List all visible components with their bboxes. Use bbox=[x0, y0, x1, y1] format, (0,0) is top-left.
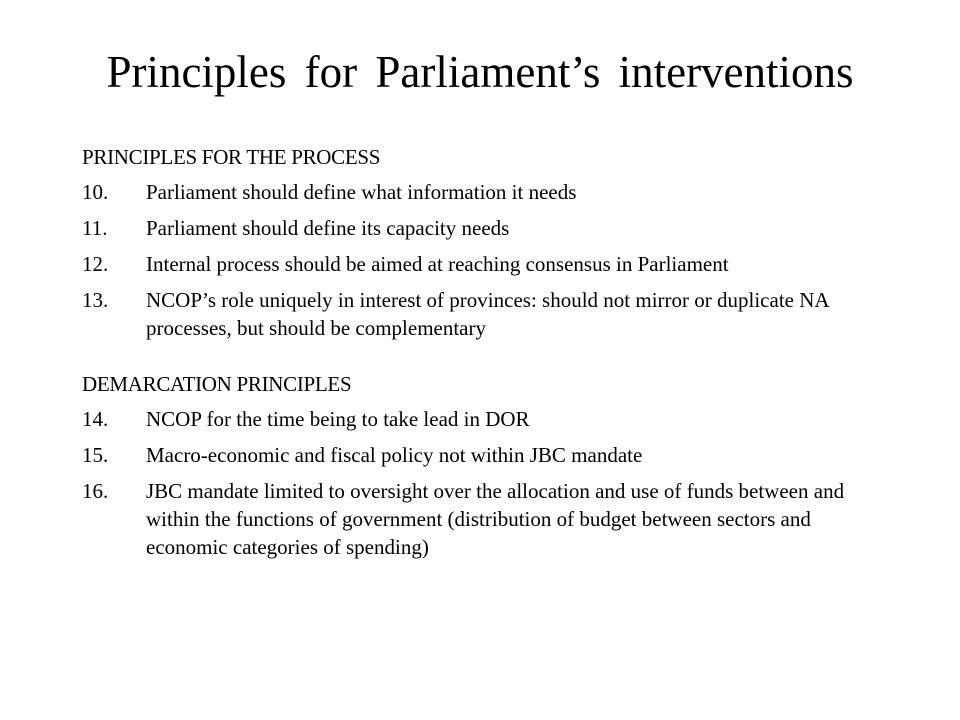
item-number: 16. bbox=[82, 479, 109, 503]
item-number: 15. bbox=[82, 443, 109, 467]
principle-item bbox=[82, 178, 882, 206]
item-text: Macro-economic and fiscal policy not within JBC mandate bbox=[146, 443, 643, 467]
item-text: Internal process should be aimed at reaching consensus in Parliament bbox=[146, 252, 729, 276]
principle-item bbox=[82, 405, 882, 433]
principle-list bbox=[82, 405, 882, 561]
item-text: NCOP’s role uniquely in interest of provinces: should not mirror or duplicate NA processes, but should be complementary bbox=[146, 288, 829, 340]
slide-title: Principles for Parliament’s interventions bbox=[106, 47, 854, 97]
item-number: 14. bbox=[82, 407, 109, 431]
principle-item bbox=[82, 214, 882, 242]
item-text: NCOP for the time being to take lead in DOR bbox=[146, 407, 530, 431]
item-text: JBC mandate limited to oversight over the allocation and use of funds between and within the functions of government (distribution of budget between sectors and economic categories of spending) bbox=[146, 479, 845, 559]
slide-body bbox=[82, 143, 882, 569]
item-number: 10. bbox=[82, 180, 109, 204]
principle-item bbox=[82, 477, 882, 561]
section-demarcation-principles bbox=[82, 370, 882, 561]
section-process-principles bbox=[82, 143, 882, 342]
item-text: Parliament should define what information it needs bbox=[146, 180, 577, 204]
item-number: 11. bbox=[82, 216, 108, 240]
principle-item bbox=[82, 441, 882, 469]
section-heading: DEMARCATION PRINCIPLES bbox=[82, 372, 352, 396]
principle-list bbox=[82, 178, 882, 342]
item-number: 12. bbox=[82, 252, 109, 276]
item-text: Parliament should define its capacity needs bbox=[146, 216, 510, 240]
principle-item bbox=[82, 250, 882, 278]
principle-item bbox=[82, 286, 882, 342]
section-heading: PRINCIPLES FOR THE PROCESS bbox=[82, 145, 381, 169]
item-number: 13. bbox=[82, 288, 109, 312]
